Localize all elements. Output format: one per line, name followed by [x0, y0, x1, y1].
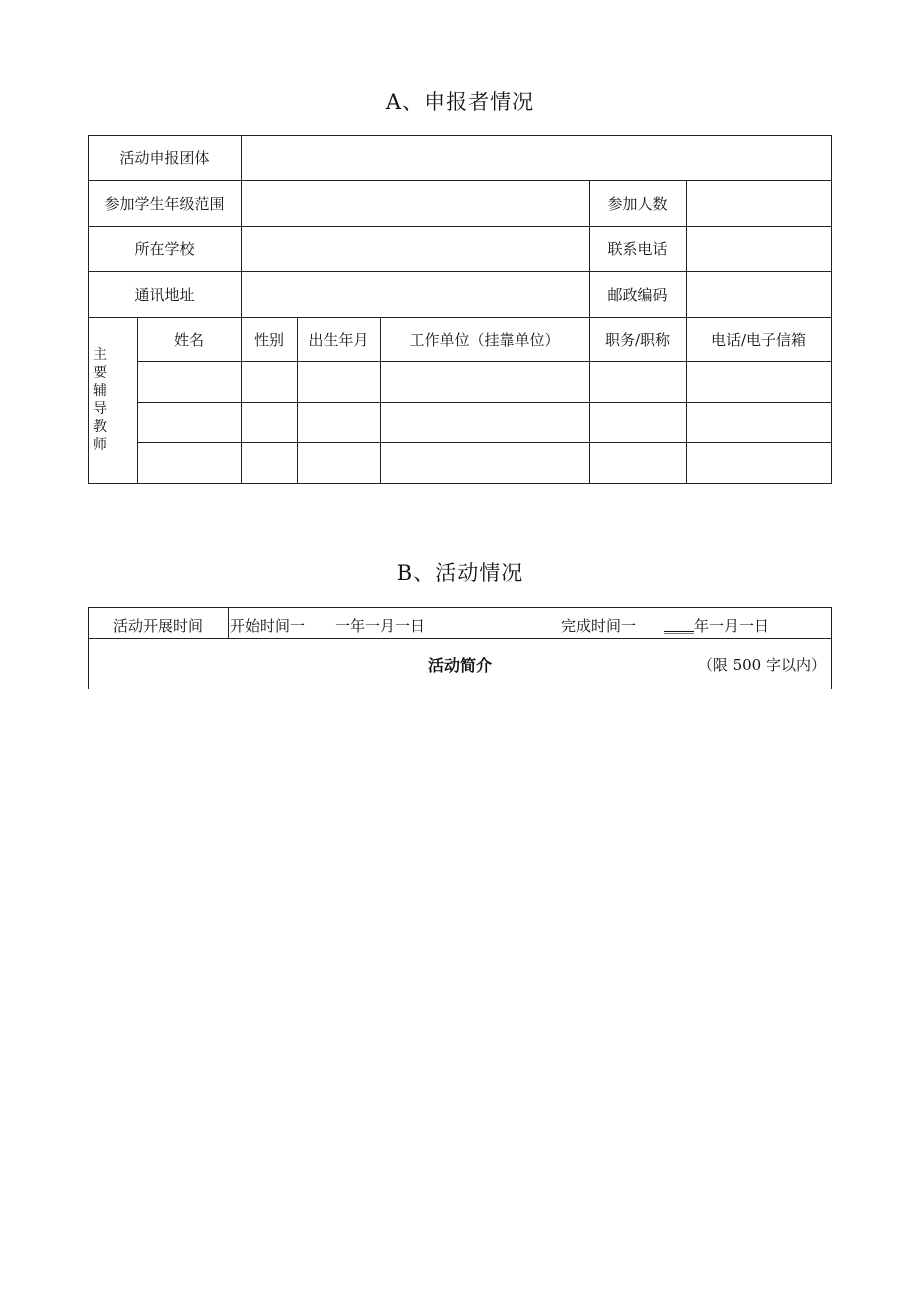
teacher-title-cell[interactable]	[590, 362, 686, 402]
section-a-title: A、申报者情况	[385, 90, 535, 114]
label-grade-range: 参加学生年级范围	[104, 194, 225, 213]
teacher-workplace-cell[interactable]	[381, 443, 589, 483]
label-activity-period: 活动开展时间	[112, 616, 203, 635]
end-time-suffix: 年一月一日	[694, 616, 770, 635]
school-input-cell[interactable]	[242, 227, 589, 271]
teacher-title-cell[interactable]	[590, 443, 686, 483]
side-label-char: 辅	[93, 383, 107, 399]
side-label-char: 教	[93, 419, 107, 435]
label-phone: 联系电话	[607, 240, 668, 258]
teacher-gender-cell[interactable]	[242, 403, 297, 442]
teacher-gender-cell[interactable]	[242, 362, 297, 402]
side-label-char: 主	[93, 347, 107, 363]
label-participants: 参加人数	[607, 194, 668, 213]
phone-input-cell[interactable]	[687, 227, 831, 271]
section-b-title: B、活动情况	[396, 561, 524, 585]
header-workplace: 工作单位（挂靠单位）	[409, 330, 560, 349]
header-title: 职务/职称	[604, 330, 671, 349]
postcode-input-cell[interactable]	[687, 272, 831, 317]
teacher-workplace-cell[interactable]	[381, 362, 589, 402]
label-postcode: 邮政编码	[607, 285, 668, 304]
group-input-cell[interactable]	[242, 136, 831, 180]
teacher-birth-cell[interactable]	[298, 443, 380, 483]
teacher-contact-cell[interactable]	[687, 443, 831, 483]
participants-input-cell[interactable]	[687, 181, 831, 226]
label-school: 所在学校	[134, 240, 195, 258]
label-group: 活动申报团体	[119, 149, 210, 167]
teachers-side-label	[88, 317, 112, 483]
header-birth: 出生年月	[308, 330, 369, 349]
teacher-name-cell[interactable]	[138, 403, 241, 442]
label-address: 通讯地址	[134, 285, 195, 304]
teacher-birth-cell[interactable]	[298, 362, 380, 402]
end-time-field[interactable]	[561, 612, 827, 638]
header-contact: 电话/电子信箱	[710, 330, 807, 349]
intro-note: （限 500 字以内）	[697, 655, 826, 674]
teacher-contact-cell[interactable]	[687, 403, 831, 442]
address-input-cell[interactable]	[242, 272, 589, 317]
teacher-name-cell[interactable]	[138, 443, 241, 483]
side-label-char: 师	[93, 437, 107, 453]
teacher-contact-cell[interactable]	[687, 362, 831, 402]
teacher-gender-cell[interactable]	[242, 443, 297, 483]
start-time-field[interactable]: 开始时间一 一年一月一日	[230, 616, 426, 635]
grade-range-input-cell[interactable]	[242, 181, 589, 226]
header-name: 姓名	[173, 330, 204, 349]
teacher-birth-cell[interactable]	[298, 403, 380, 442]
end-time-prefix: 完成时间一	[561, 616, 637, 635]
intro-label: 活动简介	[427, 655, 492, 675]
header-gender: 性别	[253, 330, 284, 349]
teacher-workplace-cell[interactable]	[381, 403, 589, 442]
teacher-title-cell[interactable]	[590, 403, 686, 442]
side-label-char: 要	[93, 365, 107, 381]
side-label-char: 导	[93, 401, 107, 417]
teacher-name-cell[interactable]	[138, 362, 241, 402]
end-time-blank: ____	[664, 616, 695, 634]
